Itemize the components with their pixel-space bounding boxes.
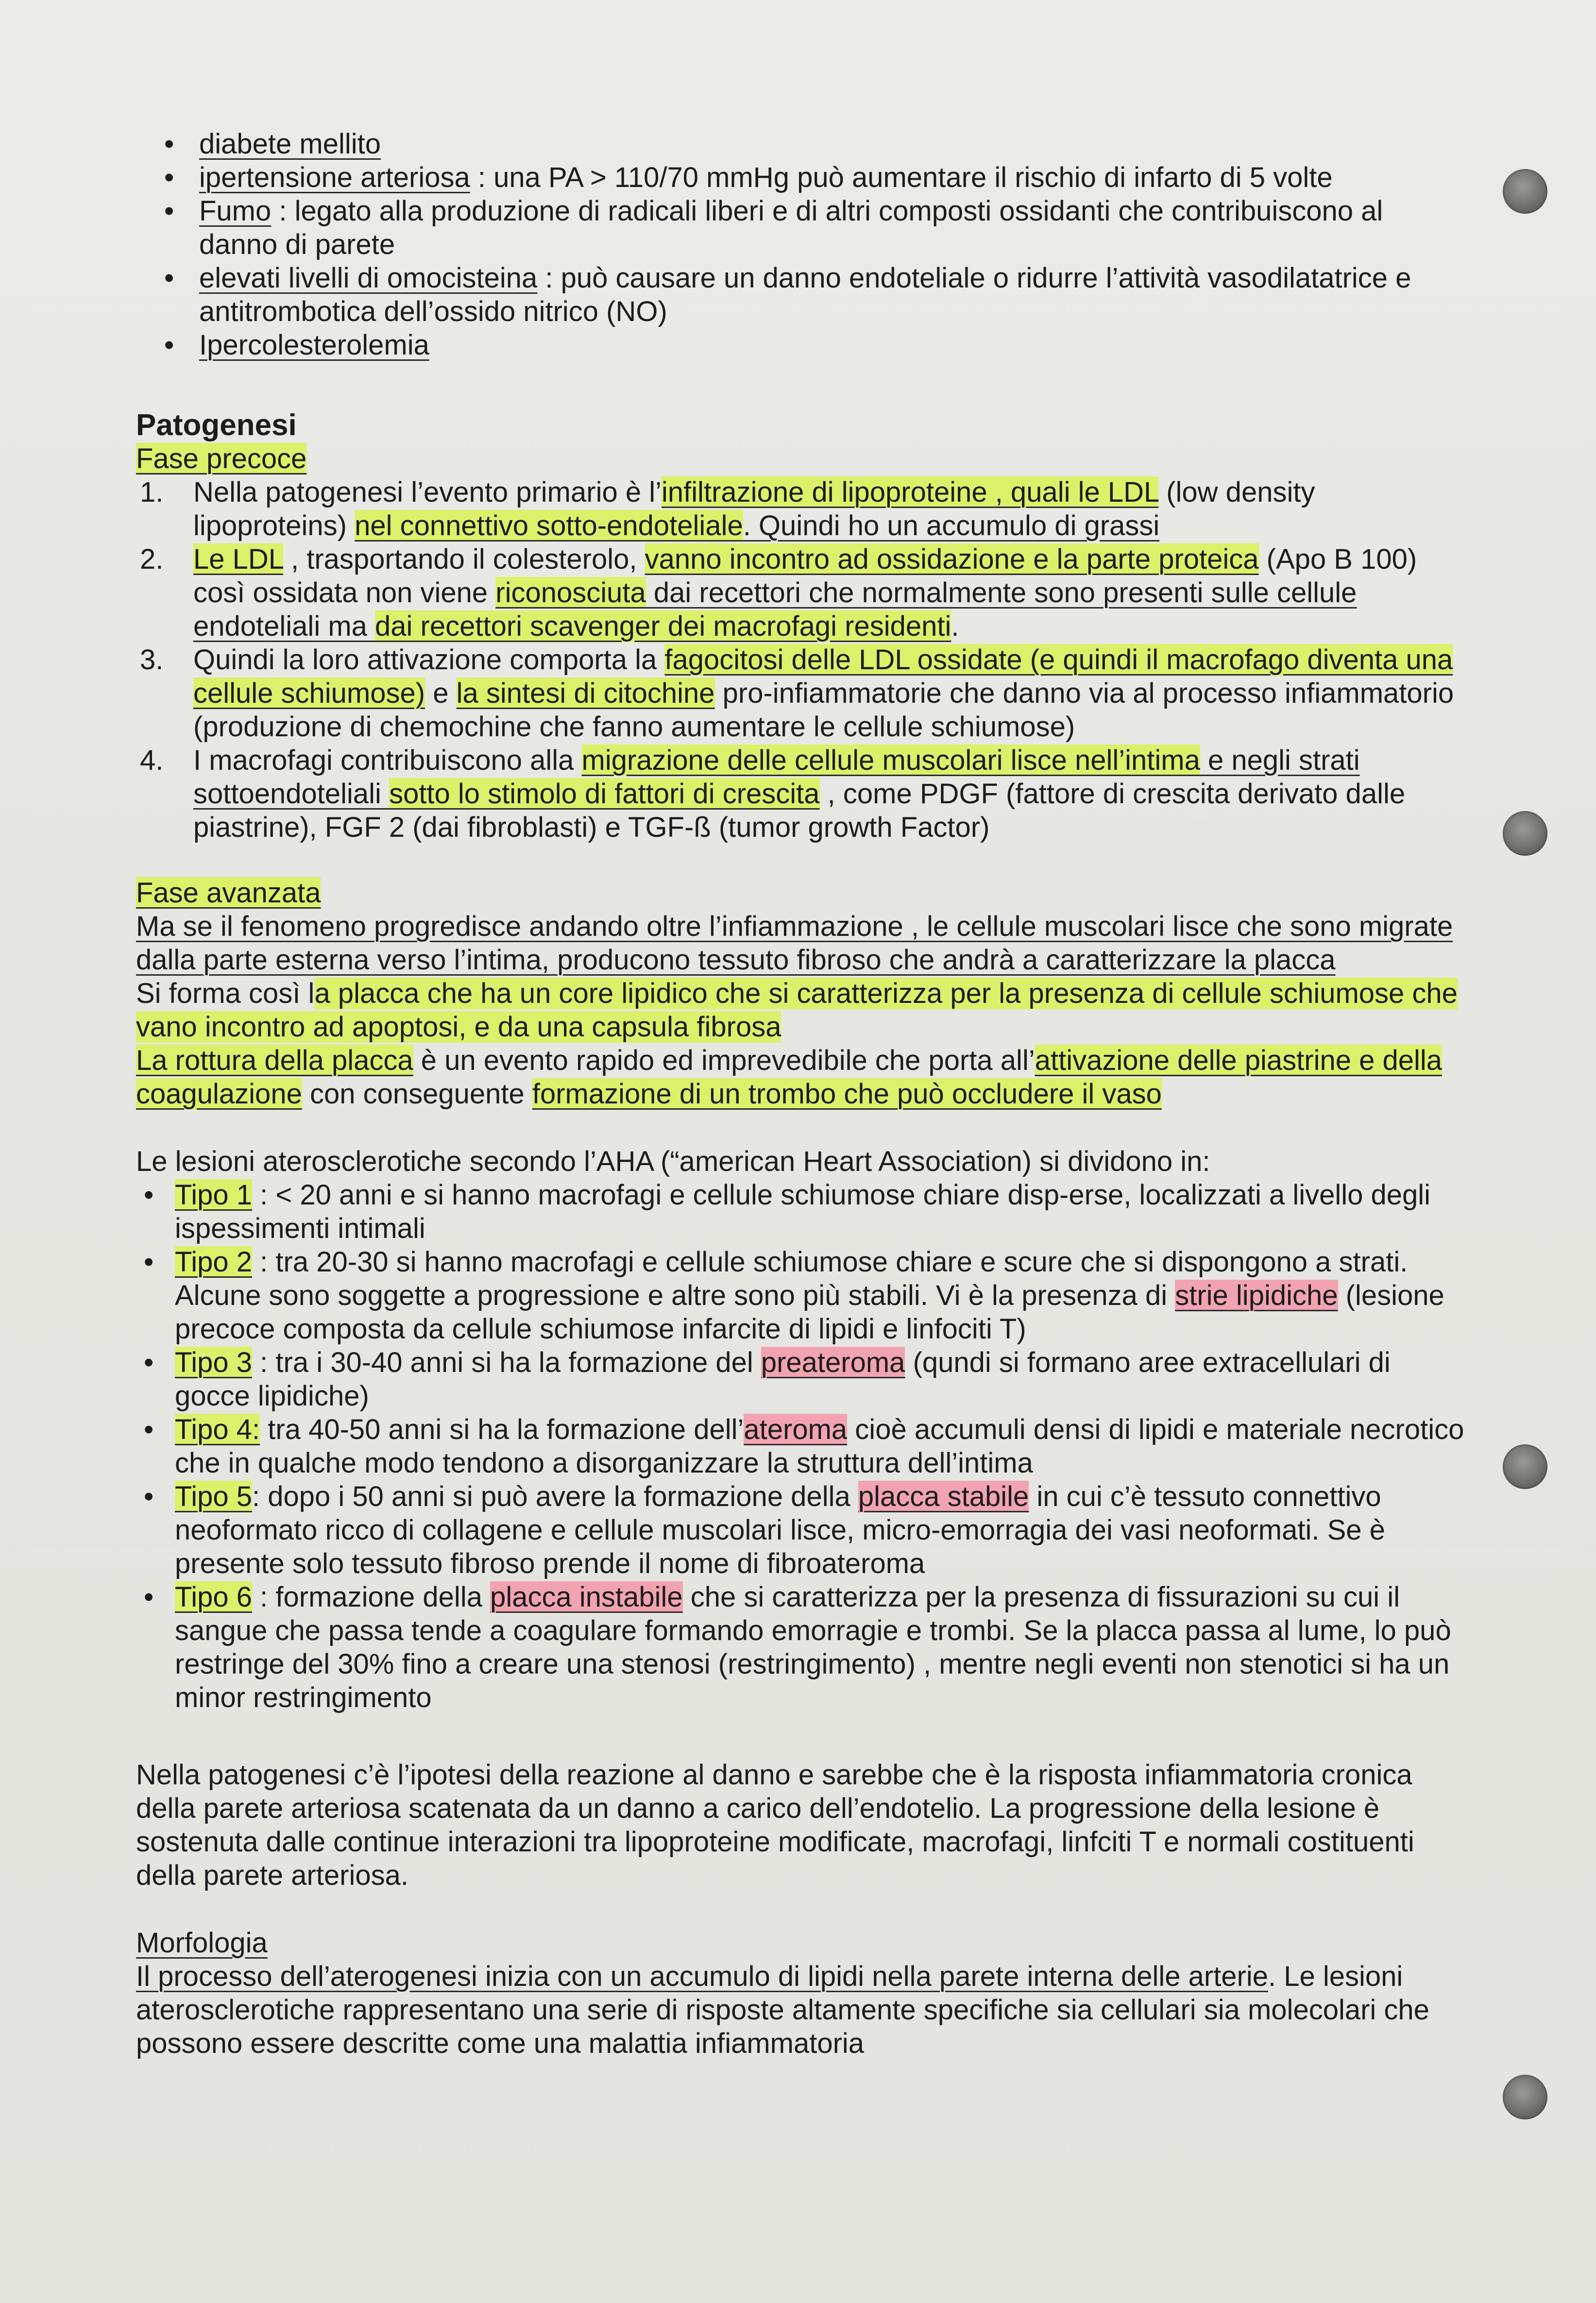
- list-item: • elevati livelli di omocisteina : può causare un danno endoteliale o ridurre l’attività vasodilatatrice e antitrombotica dell’ossido nitrico (NO): [136, 261, 1467, 328]
- lesion-types-list: [136, 1178, 1467, 1714]
- list-item: • Tipo 2 : tra 20-30 si hanno macrofagi e cellule schiumose chiare e scure che si dispongono a strati. Alcune sono soggette a progressione e altre sono più stabili. Vi è la presenza di strie lipidiche (lesione precoce composta da cellule schiumose infarcite di lipidi e linfociti T): [136, 1245, 1467, 1346]
- list-item: • Tipo 1 : < 20 anni e si hanno macrofagi e cellule schiumose chiare disp-erse, localizzati a livello degli ispessimenti intimali: [136, 1178, 1467, 1245]
- subsection-title: Morfologia: [136, 1927, 268, 1959]
- list-item: 4. I macrofagi contribuiscono alla migrazione delle cellule muscolari lisce nell’intima e negli strati sottoendoteliali sotto lo stimolo di fattori di crescita , come PDGF (fattore di crescita derivato dalle piastrine), FGF 2 (dai fibroblasti) e TGF-ß (tumor growth Factor): [140, 745, 1406, 843]
- page-content: [136, 127, 1467, 2060]
- list-item: • Fumo : legato alla produzione di radicali liberi e di altri composti ossidanti che contribuiscono al danno di parete: [136, 194, 1467, 261]
- list-item: 1. Nella patogenesi l’evento primario è l’infiltrazione di lipoproteine , quali le LDL (low density lipoproteins) nel connettivo sotto-endoteliale. Quindi ho un accumulo di grassi: [140, 476, 1315, 542]
- paragraph: Si forma così la placca che ha un core lipidico che si caratterizza per la presenza di cellule schiumose che vano incontro ad apoptosi, e da una capsula fibrosa: [136, 978, 1458, 1043]
- binder-hole-3: [1503, 1444, 1547, 1489]
- paragraph: La rottura della placca è un evento rapido ed imprevedibile che porta all’attivazione delle piastrine e della coagulazione con conseguente formazione di un trombo che può occludere il vaso: [136, 1045, 1443, 1110]
- list-item: • ipertensione arteriosa : una PA > 110/70 mmHg può aumentare il rischio di infarto di 5 volte: [136, 161, 1467, 194]
- list-item: • Tipo 4: tra 40-50 anni si ha la formazione dell’ateroma cioè accumuli densi di lipidi e materiale necrotico che in qualche modo tendono a disorganizzare la struttura dell’intima: [136, 1413, 1467, 1480]
- paragraph: Nella patogenesi c’è l’ipotesi della reazione al danno e sarebbe che è la risposta infiammatoria cronica della parete arteriosa scatenata da un danno a carico dell’endotelio. La progressione della lesione è sostenuta dalle continue interazioni tra lipoproteine modificate, macrofagi, linfciti T e normali costituenti della parete arteriosa.: [136, 1759, 1414, 1891]
- list-item: • Tipo 6 : formazione della placca instabile che si caratterizza per la presenza di fissurazioni su cui il sangue che passa tende a coagulare formando emorragie e trombi. Se la placca passa al lume, lo può restringe del 30% fino a creare una stenosi (restringimento) , mentre negli eventi non stenotici si ha un minor restringimento: [136, 1580, 1467, 1714]
- binder-hole-4: [1503, 2075, 1547, 2119]
- section-title: Patogenesi: [136, 408, 297, 442]
- patogenesi-section: [136, 408, 1467, 1111]
- subsection-title: Fase precoce: [136, 443, 307, 474]
- list-item: • Tipo 3 : tra i 30-40 anni si ha la formazione del preateroma (qundi si formano aree extracellulari di gocce lipidiche): [136, 1346, 1467, 1413]
- paragraph: Le lesioni aterosclerotiche secondo l’AHA (“american Heart Association) si dividono in:: [136, 1146, 1210, 1177]
- binder-hole-2: [1503, 811, 1547, 856]
- subsection-title: Fase avanzata: [136, 877, 321, 909]
- binder-hole-1: [1503, 169, 1547, 214]
- list-item: • Tipo 5: dopo i 50 anni si può avere la formazione della placca stabile in cui c’è tessuto connettivo neoformato ricco di collagene e cellule muscolari lisce, micro-emorragia dei vasi neoformati. Se è presente solo tessuto fibroso prende il nome di fibroateroma: [136, 1480, 1467, 1580]
- early-phase-list: [136, 475, 1467, 844]
- list-item: • Ipercolesterolemia: [136, 328, 1467, 362]
- paragraph: Il processo dell’aterogenesi inizia con un accumulo di lipidi nella parete interna delle arterie. Le lesioni aterosclerotiche rappresentano una serie di risposte altamente specifiche sia cellulari sia molecolari che possono essere descritte come una malattia infiammatoria: [136, 1961, 1429, 2059]
- list-item: • diabete mellito: [136, 127, 1467, 161]
- list-item: 3. Quindi la loro attivazione comporta la fagocitosi delle LDL ossidate (e quindi il macrofago diventa una cellule schiumose) e la sintesi di citochine pro-infiammatorie che danno via al processo infiammatorio (produzione di chemochine che fanno aumentare le cellule schiumose): [140, 644, 1454, 743]
- risk-factors-list: [136, 127, 1467, 362]
- list-item: 2. Le LDL , trasportando il colesterolo, vanno incontro ad ossidazione e la parte proteica (Apo B 100) così ossidata non viene riconosciuta dai recettori che normalmente sono presenti sulle cellule endoteliali ma dai recettori scavenger dei macrofagi residenti.: [140, 543, 1417, 642]
- paragraph: Ma se il fenomeno progredisce andando oltre l’infiammazione , le cellule muscolari lisce che sono migrate dalla parte esterna verso l’intima, producono tessuto fibroso che andrà a caratterizzare la placca: [136, 911, 1453, 976]
